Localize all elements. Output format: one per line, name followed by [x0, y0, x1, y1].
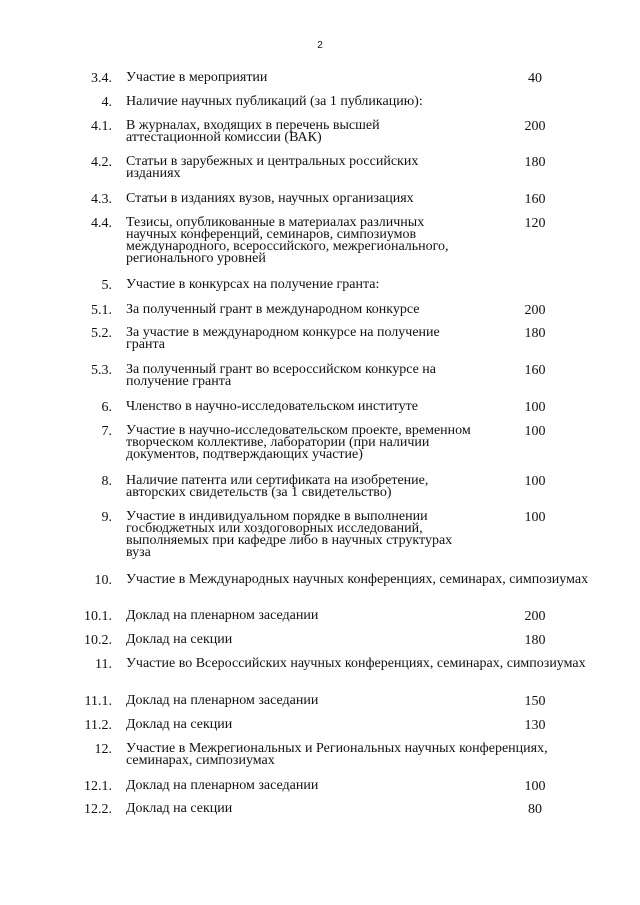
item-points: 200 [524, 303, 546, 318]
item-number: 4.2. [91, 155, 112, 170]
item-points: 200 [524, 119, 546, 134]
item-description: Участие в индивидуальном порядке в выполнении госбюджетных или хоздоговорных исследований, выполняемых при кафедре либо в научных структурах вуза [126, 509, 453, 560]
item-points: 160 [524, 192, 546, 207]
item-points: 180 [524, 633, 546, 648]
item-number: 9. [101, 510, 112, 525]
item-number: 12.2. [84, 802, 112, 817]
item-description: Доклад на пленарном заседании [126, 693, 319, 708]
item-number: 5.3. [91, 363, 112, 378]
item-points: 200 [524, 609, 546, 624]
item-points: 180 [524, 326, 546, 341]
item-description: Доклад на пленарном заседании [126, 778, 319, 793]
item-description: Участие в мероприятии [126, 70, 268, 85]
item-description: Участие в Межрегиональных и Региональных научных конференциях, семинарах, симпозиумах [126, 741, 548, 768]
item-description: За полученный грант в международном конкурсе [126, 302, 420, 317]
item-description: Доклад на секции [126, 801, 233, 816]
item-points: 180 [524, 155, 546, 170]
item-description: Участие в Международных научных конференциях, семинарах, симпозиумах [126, 572, 589, 587]
item-number: 11. [95, 657, 112, 672]
item-description: Участие во Всероссийских научных конференциях, семинарах, симпозиумах [126, 656, 586, 671]
item-number: 4.4. [91, 216, 112, 231]
item-number: 5.1. [91, 303, 112, 318]
item-description: Тезисы, опубликованные в материалах различных научных конференций, семинаров, симпозиумов международного, всероссийского, межрегионального, регионального уровней [126, 215, 449, 266]
item-number: 3.4. [91, 71, 112, 86]
item-description: Наличие научных публикаций (за 1 публикацию): [126, 94, 423, 109]
item-number: 10.2. [84, 633, 112, 648]
item-description: Доклад на пленарном заседании [126, 608, 319, 623]
item-number: 8. [101, 474, 112, 489]
item-number: 4. [101, 95, 112, 110]
item-points: 100 [524, 779, 546, 794]
item-number: 5. [101, 278, 112, 293]
item-description: За участие в международном конкурсе на получение гранта [126, 325, 440, 352]
item-points: 130 [524, 718, 546, 733]
page-number: 2 [317, 40, 323, 51]
item-number: 10.1. [84, 609, 112, 624]
item-points: 120 [524, 216, 546, 231]
item-number: 4.3. [91, 192, 112, 207]
item-description: Статьи в зарубежных и центральных российских изданиях [126, 154, 419, 181]
item-description: Доклад на секции [126, 632, 233, 647]
item-description: За полученный грант во всероссийском конкурсе на получение гранта [126, 362, 437, 389]
item-number: 7. [101, 424, 112, 439]
item-points: 100 [524, 474, 546, 489]
item-points: 100 [524, 400, 546, 415]
item-description: Наличие патента или сертификата на изобретение, авторских свидетельств (за 1 свидетельство) [126, 473, 429, 500]
item-description: Участие в конкурсах на получение гранта: [126, 277, 380, 292]
item-number: 12.1. [84, 779, 112, 794]
item-description: Статьи в изданиях вузов, научных организациях [126, 191, 414, 206]
item-number: 12. [94, 742, 112, 757]
item-points: 100 [524, 510, 546, 525]
item-number: 4.1. [91, 119, 112, 134]
item-number: 10. [94, 573, 112, 588]
item-description: Участие в научно-исследовательском проекте, временном творческом коллективе, лаборатории (при наличии документов, подтверждающих участие) [126, 423, 471, 462]
item-number: 6. [101, 400, 112, 415]
item-points: 100 [524, 424, 546, 439]
item-description: Доклад на секции [126, 717, 233, 732]
item-number: 11.1. [84, 694, 112, 709]
item-points: 160 [524, 363, 546, 378]
item-description: В журналах, входящих в перечень высшей аттестационной комиссии (ВАК) [126, 118, 380, 145]
item-points: 80 [528, 802, 542, 817]
item-number: 11.2. [84, 718, 112, 733]
item-description: Членство в научно-исследовательском институте [126, 399, 418, 414]
item-points: 150 [524, 694, 546, 709]
item-points: 40 [528, 71, 542, 86]
item-number: 5.2. [91, 326, 112, 341]
